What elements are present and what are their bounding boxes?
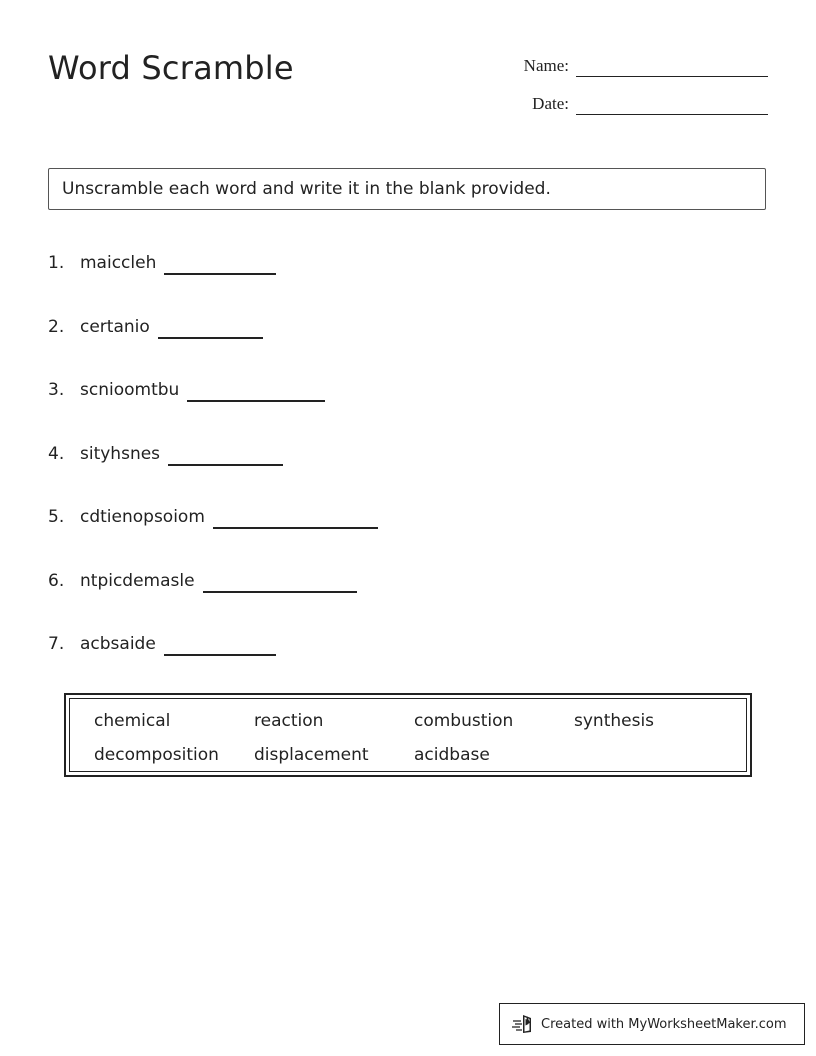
question-number: 4. — [48, 443, 65, 464]
word-bank-entry: chemical — [94, 711, 171, 731]
worksheet-title: Word Scramble — [48, 49, 294, 87]
date-blank-line[interactable] — [576, 90, 768, 115]
scrambled-word: sityhsnes — [80, 443, 161, 464]
question-number: 1. — [48, 253, 65, 273]
created-with-text: Created with MyWorksheetMaker.com — [541, 1016, 787, 1032]
word-bank — [64, 693, 752, 777]
word-bank-entry: reaction — [254, 711, 324, 731]
question-item — [48, 501, 378, 533]
question-item — [48, 565, 378, 597]
word-bank-entry: synthesis — [574, 711, 655, 731]
date-field — [509, 90, 768, 115]
scrambled-word: certanio — [80, 316, 150, 337]
question-number: 5. — [48, 507, 65, 527]
word-bank-entry: combustion — [414, 711, 514, 731]
worksheet-maker-logo-icon — [512, 1012, 536, 1036]
answer-blank[interactable] — [158, 311, 263, 339]
answer-blank[interactable] — [168, 438, 283, 466]
scrambled-word: scnioomtbu — [80, 380, 180, 400]
question-item — [48, 374, 378, 406]
word-bank-entry: displacement — [254, 745, 369, 765]
answer-blank[interactable] — [203, 565, 357, 593]
answer-blank[interactable] — [187, 374, 325, 402]
question-number: 7. — [48, 634, 65, 654]
scrambled-word: maiccleh — [80, 253, 157, 273]
scrambled-word: cdtienopsoiom — [80, 507, 205, 527]
question-number: 2. — [48, 316, 65, 337]
question-number: 3. — [48, 380, 65, 400]
name-field — [509, 52, 768, 77]
word-bank-entry: acidbase — [414, 745, 490, 765]
question-list — [48, 247, 378, 692]
name-blank-line[interactable] — [576, 52, 768, 77]
created-with-badge[interactable] — [499, 1003, 805, 1045]
word-bank-inner-border — [69, 698, 747, 772]
question-item — [48, 247, 378, 279]
instructions-box: Unscramble each word and write it in the blank provided. — [48, 168, 766, 210]
question-number: 6. — [48, 570, 65, 591]
scrambled-word: ntpicdemasle — [80, 570, 195, 591]
question-item — [48, 628, 378, 660]
question-item — [48, 311, 378, 343]
answer-blank[interactable] — [164, 247, 276, 275]
question-item — [48, 438, 378, 470]
word-bank-entry: decomposition — [94, 745, 219, 765]
scrambled-word: acbsaide — [80, 634, 156, 654]
answer-blank[interactable] — [164, 628, 276, 656]
name-label: Name: — [523, 56, 569, 75]
date-label: Date: — [532, 94, 569, 113]
answer-blank[interactable] — [213, 501, 378, 529]
